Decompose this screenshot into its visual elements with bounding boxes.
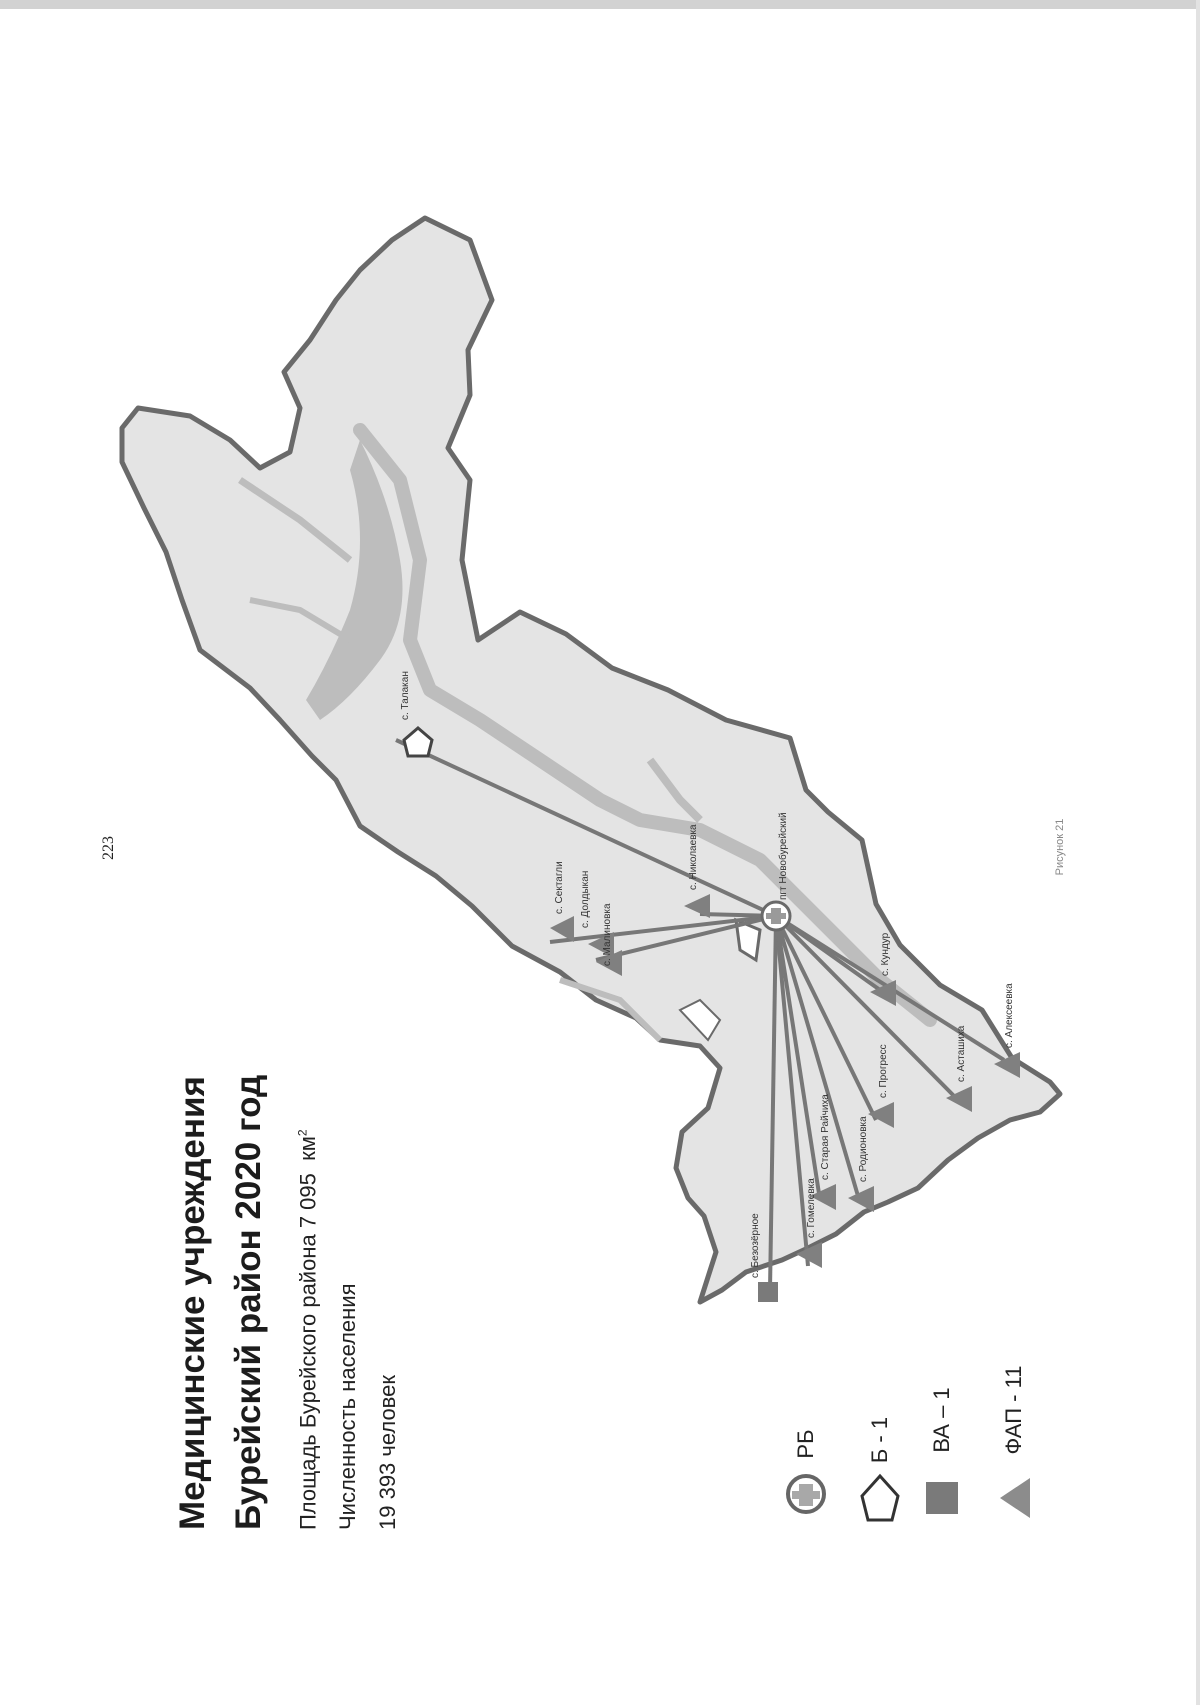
label-bezozernoe: с. Безозёрное	[750, 1213, 761, 1278]
page-number: 223	[100, 836, 117, 860]
title-block	[165, 1010, 408, 1530]
label-rodionovka: с. Родионовка	[858, 1116, 869, 1182]
area-text: Площадь Бурейского района 7 095	[295, 1173, 321, 1530]
label-gomelevka: с. Гомелевка	[806, 1178, 817, 1238]
title-line-2: Бурейский район 2020 год	[229, 1074, 268, 1530]
figure-caption: Рисунок 21	[1054, 818, 1066, 876]
label-malinovka: с. Малиновка	[602, 903, 613, 966]
legend-triangle-icon	[1000, 1478, 1030, 1518]
label-astashiha: с. Асташиха	[956, 1025, 967, 1082]
label-sektagli: с. Сектагли	[554, 861, 565, 914]
label-kundur: с. Кундур	[880, 932, 891, 976]
label-alekseevka: с. Алексеевка	[1004, 983, 1015, 1048]
legend-label-va: ВА – 1	[929, 1387, 954, 1453]
population-value: 19 393 человек	[375, 1375, 401, 1530]
legend-label-b: Б - 1	[867, 1416, 892, 1464]
legend-label-rb: РБ	[793, 1429, 818, 1459]
legend-square-icon	[926, 1482, 958, 1514]
legend-pentagon-icon	[862, 1476, 898, 1520]
population-label: Численность населения	[335, 1283, 361, 1530]
label-hub: пгт Новобурейский	[778, 812, 789, 900]
square-icon	[758, 1282, 778, 1302]
label-doldykan: с. Долдыкан	[580, 870, 591, 928]
hospital-hub	[762, 902, 790, 930]
legend-label-fap: ФАП - 11	[1001, 1365, 1026, 1455]
label-staraya-raychiha: с. Старая Райчиха	[820, 1094, 831, 1180]
label-talakan: с. Талакан	[400, 671, 411, 720]
label-nikolaevka: с. Николаевка	[688, 824, 699, 890]
legend	[788, 1476, 1030, 1520]
area-unit: $км^2$	[295, 1129, 321, 1161]
label-progress: с. Прогресс	[878, 1044, 889, 1098]
area-line	[283, 1010, 328, 1530]
title-line-1: Медицинские учреждения	[173, 1076, 212, 1530]
